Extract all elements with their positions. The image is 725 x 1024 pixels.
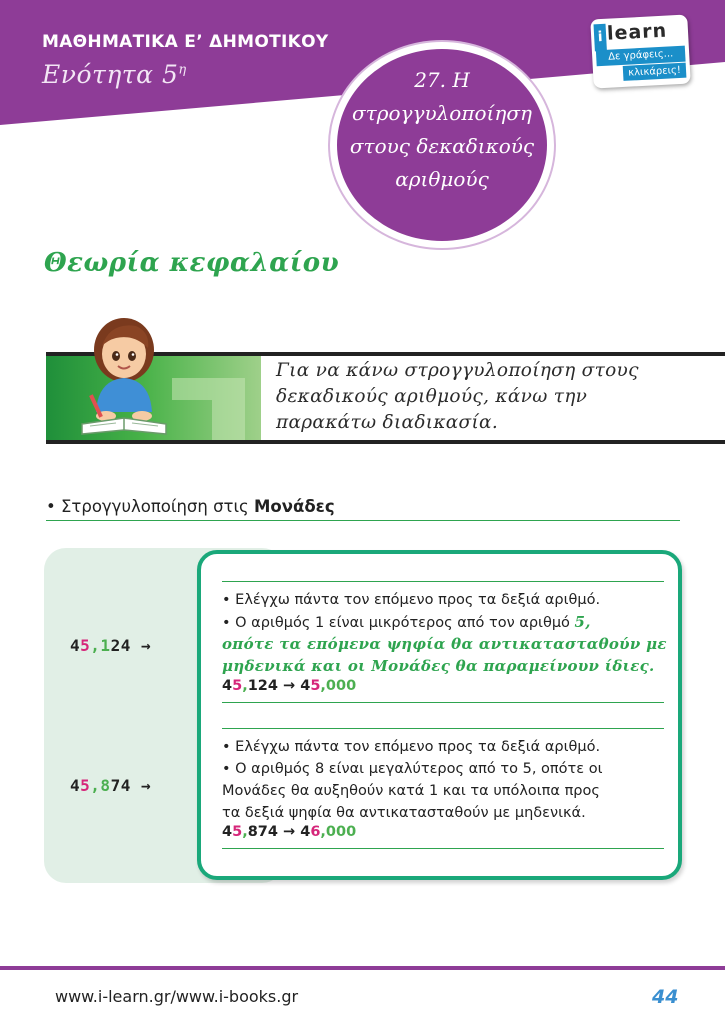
example-2-line-2: • Ο αριθμός 8 είναι μεγαλύτερος από το 5, οπότε οι	[222, 761, 603, 777]
unit-ordinal: η	[178, 62, 187, 78]
info-line: δεκαδικούς αριθμούς, κάνω την	[276, 386, 588, 407]
chapter-title-line: αριθμούς	[395, 167, 489, 191]
book-title: ΜΑΘΗΜΑΤΙΚΑ Ε’ ΔΗΜΟΤΙΚΟΥ	[42, 32, 329, 52]
logo-i: i	[594, 24, 607, 52]
tenths-digit: 1	[100, 636, 111, 655]
unit-title	[42, 60, 187, 89]
digit: 4	[300, 678, 311, 694]
footer-url[interactable]: www.i-learn.gr/www.i-books.gr	[55, 987, 299, 1006]
example-2-line-3: Μονάδες θα αυξηθούν κατά 1 και τα υπόλοιπα προς	[222, 783, 600, 799]
digit: 4	[222, 824, 233, 840]
digit: 4	[300, 824, 311, 840]
subsection-heading-bold: Μονάδες	[253, 497, 335, 516]
decimal-comma: ,	[242, 678, 248, 694]
footer-rule	[0, 966, 725, 970]
unit-label: Ενότητα 5	[42, 60, 179, 89]
arrow-right-icon: →	[277, 678, 301, 694]
subsection-heading-prefix: Στρογγυλοποίηση στις	[60, 497, 254, 516]
info-line: Για να κάνω στρογγυλοποίηση στους	[276, 360, 639, 381]
example-2-line-1: • Ελέγχω πάντα τον επόμενο προς τα δεξιά αριθμό.	[222, 739, 601, 755]
example-1-emphasis-line-2: μηδενικά και οι Μονάδες θα παραμείνουν ίδιες.	[222, 657, 655, 675]
example-2-number	[70, 776, 151, 795]
example-1-line-1: • Ελέγχω πάντα τον επόμενο προς τα δεξιά αριθμό.	[222, 592, 601, 608]
decimal-zeros: ,000	[320, 678, 357, 694]
decimal-comma: ,	[242, 824, 248, 840]
digit: 4	[70, 776, 81, 795]
digit: 4	[70, 636, 81, 655]
arrow-right-icon: →	[140, 636, 152, 655]
digits: 74	[110, 776, 131, 795]
digit: 4	[222, 678, 233, 694]
chapter-title-line: στρογγυλοποίηση	[352, 101, 532, 125]
chapter-title	[330, 64, 554, 196]
subsection-heading	[46, 497, 335, 516]
digits: 124	[247, 678, 278, 694]
info-line: παρακάτω διαδικασία.	[276, 412, 499, 433]
page-number: 44	[652, 986, 679, 1008]
decimal-comma: ,	[90, 776, 101, 795]
units-digit: 5	[232, 824, 243, 840]
logo-tagline-2: κλικάρεις!	[623, 63, 687, 81]
logo-learn: learn	[606, 19, 668, 45]
arrow-right-icon: →	[140, 776, 152, 795]
example-1-emphasis-start: 5,	[574, 613, 591, 631]
example-2-line-4: τα δεξιά ψηφία θα αντικατασταθούν με μηδενικά.	[222, 805, 586, 821]
logo-tagline-1: Δε γράφεις...	[596, 46, 686, 67]
girl-reading-illustration	[76, 312, 176, 442]
example-2-result	[222, 824, 356, 840]
example-1-line-2-text: • Ο αριθμός 1 είναι μικρότερος από τον αριθμό	[222, 615, 575, 631]
units-digit: 5	[310, 678, 321, 694]
units-digit: 5	[80, 776, 91, 795]
example-1-result	[222, 678, 356, 694]
subsection-rule	[46, 520, 680, 521]
example-1-emphasis-line-1: οπότε τα επόμενα ψηφία θα αντικατασταθούν με	[222, 635, 667, 653]
example-1-line-2	[222, 611, 591, 634]
digits: 24	[110, 636, 131, 655]
section-heading: Θεωρία κεφαλαίου	[44, 248, 340, 278]
chapter-title-line: στους δεκαδικούς	[349, 134, 535, 158]
decimal-zeros: ,000	[320, 824, 357, 840]
example-2-bottom-rule	[222, 848, 664, 849]
units-digit: 6	[310, 824, 321, 840]
bullet-icon: •	[46, 497, 56, 516]
example-1-bottom-rule	[222, 702, 664, 703]
tenths-digit: 8	[100, 776, 111, 795]
units-digit: 5	[232, 678, 243, 694]
ilearn-logo	[590, 15, 690, 89]
example-2-top-rule	[222, 728, 664, 729]
arrow-right-icon: →	[277, 824, 301, 840]
example-1-top-rule	[222, 581, 664, 582]
info-band-text	[276, 358, 639, 436]
decimal-comma: ,	[90, 636, 101, 655]
example-1-number	[70, 636, 151, 655]
units-digit: 5	[80, 636, 91, 655]
digits: 874	[247, 824, 278, 840]
chapter-title-line: 27. Η	[414, 68, 470, 92]
